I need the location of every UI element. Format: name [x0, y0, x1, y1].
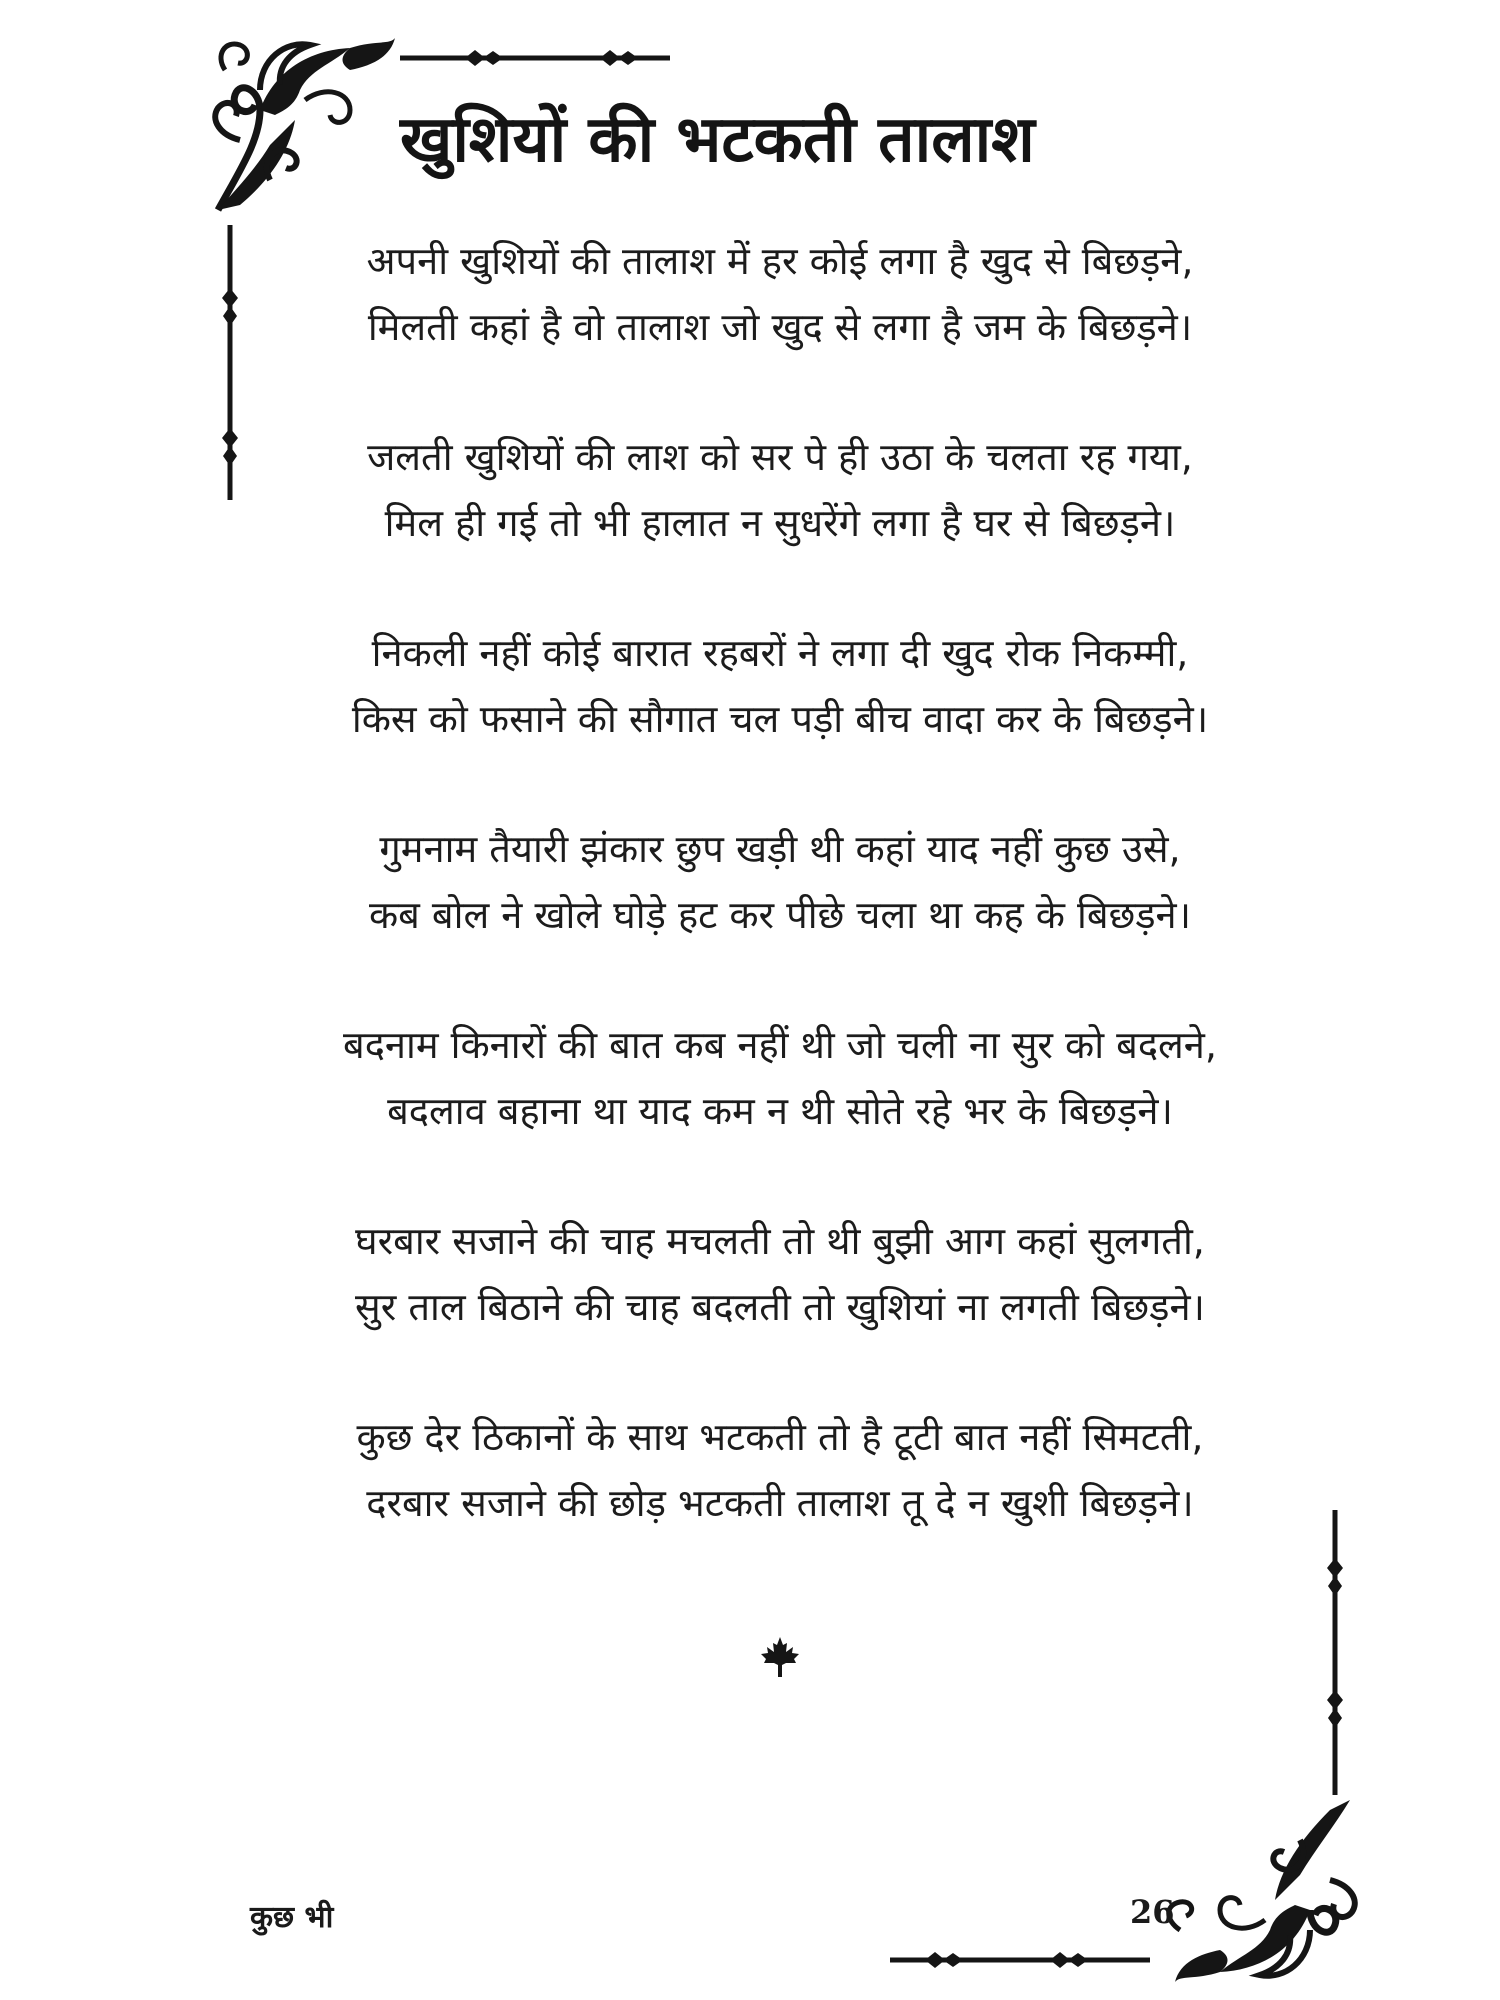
poem-line: बदनाम किनारों की बात कब नहीं थी जो चली ना सुर को बदलने, — [343, 1023, 1217, 1067]
poem-title: खुशियों की भटकती तालाश — [400, 103, 1035, 177]
page-number: 26 — [1130, 1893, 1175, 1931]
poem-line: घरबार सजाने की चाह मचलती तो थी बुझी आग कहां सुलगती, — [355, 1219, 1205, 1263]
stanza — [260, 1208, 1300, 1340]
poem-line: निकली नहीं कोई बारात रहबरों ने लगा दी खुद रोक निकम्मी, — [371, 631, 1189, 675]
poem-line: कब बोल ने खोले घोड़े हट कर पीछे चला था कह के बिछड़ने। — [368, 893, 1192, 937]
poem-line: गुमनाम तैयारी झंकार छुप खड़ी थी कहां याद नहीं कुछ उसे, — [379, 827, 1181, 871]
stanza — [260, 1012, 1300, 1144]
book-name: कुछ भी — [250, 1900, 334, 1935]
poem-line: दरबार सजाने की छोड़ भटकती तालाश तू दे न खुशी बिछड़ने। — [366, 1481, 1194, 1525]
stanza — [260, 228, 1300, 360]
corner-flourish-bottom-right-icon — [880, 1510, 1360, 1990]
stanza — [260, 424, 1300, 556]
poem-line: कुछ देर ठिकानों के साथ भटकती तो है टूटी बात नहीं सिमटती, — [356, 1415, 1204, 1459]
poem-body — [260, 228, 1300, 1600]
poem-line: बदलाव बहाना था याद कम न थी सोते रहे भर के बिछड़ने। — [387, 1089, 1173, 1133]
stanza — [260, 620, 1300, 752]
poem-line: जलती खुशियों की लाश को सर पे ही उठा के चलता रह गया, — [367, 435, 1193, 479]
poem-line: किस को फसाने की सौगात चल पड़ी बीच वादा कर के बिछड़ने। — [351, 697, 1209, 741]
poem-line: अपनी खुशियों की तालाश में हर कोई लगा है खुद से बिछड़ने, — [366, 239, 1194, 283]
poem-line: मिलती कहां है वो तालाश जो खुद से लगा है जम के बिछड़ने। — [367, 305, 1193, 349]
maple-leaf-icon — [758, 1635, 802, 1679]
stanza — [260, 816, 1300, 948]
poem-line: सुर ताल बिठाने की चाह बदलती तो खुशियां ना लगती बिछड़ने। — [355, 1285, 1205, 1329]
poem-line: मिल ही गई तो भी हालात न सुधरेंगे लगा है घर से बिछड़ने। — [384, 501, 1176, 545]
